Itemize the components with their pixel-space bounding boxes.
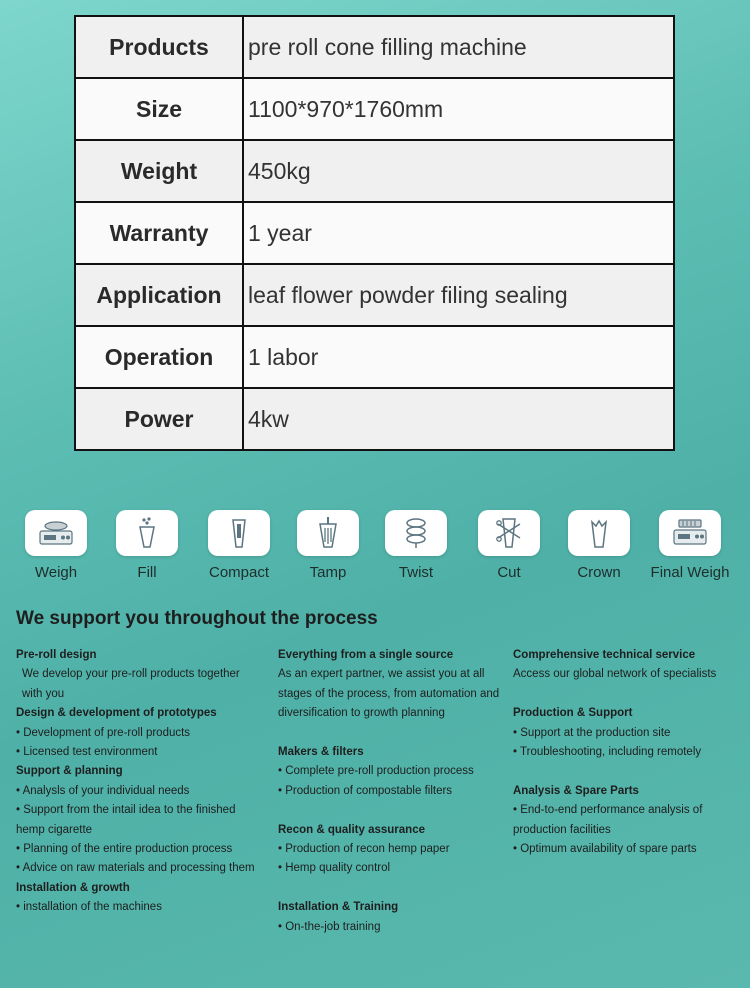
cut-icon bbox=[494, 516, 524, 550]
spec-value: 450kg bbox=[243, 140, 674, 202]
bullet-item: • Complete pre-roll production process bbox=[278, 765, 474, 778]
spec-value: 4kw bbox=[243, 388, 674, 450]
section-text: As an expert partner, we assist you at all stages of the process, from automation and diversification to growth planning bbox=[278, 668, 500, 720]
support-column-3 bbox=[513, 646, 738, 859]
section-title: Pre-roll design bbox=[16, 649, 97, 661]
step-final-weigh bbox=[640, 510, 740, 581]
spec-label: Size bbox=[75, 78, 243, 140]
bullet-item: • Hemp quality control bbox=[278, 862, 391, 875]
final-scale-icon bbox=[670, 517, 710, 549]
step-label: Crown bbox=[577, 564, 621, 581]
spec-row bbox=[75, 16, 674, 78]
step-twist bbox=[366, 510, 466, 581]
process-steps bbox=[0, 510, 750, 590]
section-title: Makers & filters bbox=[278, 746, 364, 759]
spec-value: pre roll cone filling machine bbox=[243, 16, 674, 78]
section-title: Production & Support bbox=[513, 707, 633, 720]
spec-value: 1100*970*1760mm bbox=[243, 78, 674, 140]
bullet-item: • Troubleshooting, including remotely bbox=[513, 746, 702, 759]
step-label: Cut bbox=[497, 564, 521, 581]
bullet-item: • Production of recon hemp paper bbox=[278, 843, 450, 856]
spec-value: leaf flower powder filing sealing bbox=[243, 264, 674, 326]
step-weigh bbox=[6, 510, 106, 581]
bullet-item: • On-the-job training bbox=[278, 920, 381, 933]
section-title: Everything from a single source bbox=[278, 649, 454, 661]
crown-icon bbox=[584, 516, 614, 550]
spec-label: Application bbox=[75, 264, 243, 326]
spec-label: Operation bbox=[75, 326, 243, 388]
step-label: Fill bbox=[137, 564, 157, 581]
support-heading: We support you throughout the process bbox=[16, 608, 378, 629]
spec-label: Weight bbox=[75, 140, 243, 202]
spec-label: Products bbox=[75, 16, 243, 78]
section-title: Installation & Training bbox=[278, 901, 399, 914]
step-compact bbox=[189, 510, 289, 581]
section-title: Support & planning bbox=[16, 765, 123, 778]
step-label: Tamp bbox=[309, 564, 347, 581]
section-title: Analysis & Spare Parts bbox=[513, 784, 639, 797]
bullet-item: • Support from the intail idea to the finished hemp cigarette bbox=[16, 804, 236, 836]
spec-value: 1 labor bbox=[243, 326, 674, 388]
fill-cone-icon bbox=[132, 516, 162, 550]
bullet-item: • Production of compostable filters bbox=[278, 784, 453, 797]
twist-icon bbox=[401, 516, 431, 550]
bullet-item: • Optimum availability of spare parts bbox=[513, 843, 697, 856]
spec-row bbox=[75, 388, 674, 450]
support-column-2 bbox=[278, 646, 500, 937]
spec-label: Power bbox=[75, 388, 243, 450]
spec-row bbox=[75, 202, 674, 264]
section-title: Design & development of prototypes bbox=[16, 707, 217, 720]
step-label: Compact bbox=[208, 564, 270, 581]
bullet-item: • installation of the machines bbox=[16, 901, 162, 914]
step-label: Weigh bbox=[34, 564, 78, 581]
compact-cone-icon bbox=[224, 516, 254, 550]
bullet-item: • Analysls of your individual needs bbox=[16, 784, 190, 797]
section-title: Comprehensive technical service bbox=[513, 649, 696, 661]
spec-table bbox=[74, 15, 675, 451]
scale-icon bbox=[36, 517, 76, 549]
spec-value: 1 year bbox=[243, 202, 674, 264]
spec-label: Warranty bbox=[75, 202, 243, 264]
spec-row bbox=[75, 264, 674, 326]
support-column-1 bbox=[16, 646, 261, 918]
spec-row bbox=[75, 78, 674, 140]
bullet-item: • Advice on raw materials and processing them bbox=[16, 862, 255, 875]
section-title: Recon & quality assurance bbox=[278, 823, 425, 836]
section-text: We develop your pre-roll products together with you bbox=[22, 668, 240, 700]
bullet-item: • End-to-end performance analysis of production facilities bbox=[513, 804, 703, 836]
step-label: Twist bbox=[398, 564, 434, 581]
step-cut bbox=[459, 510, 559, 581]
section-text: Access our global network of specialists bbox=[513, 668, 717, 681]
step-fill bbox=[97, 510, 197, 581]
step-tamp bbox=[278, 510, 378, 581]
spec-row bbox=[75, 326, 674, 388]
step-label: Final Weigh bbox=[650, 564, 730, 581]
spec-row bbox=[75, 140, 674, 202]
bullet-item: • Planning of the entire production process bbox=[16, 843, 233, 856]
bullet-item: • Licensed test environment bbox=[16, 746, 158, 759]
step-crown bbox=[549, 510, 649, 581]
bullet-item: • Support at the production site bbox=[513, 726, 671, 739]
bullet-item: • Development of pre-roll products bbox=[16, 726, 191, 739]
section-title: Installation & growth bbox=[16, 881, 130, 894]
tamp-icon bbox=[313, 516, 343, 550]
